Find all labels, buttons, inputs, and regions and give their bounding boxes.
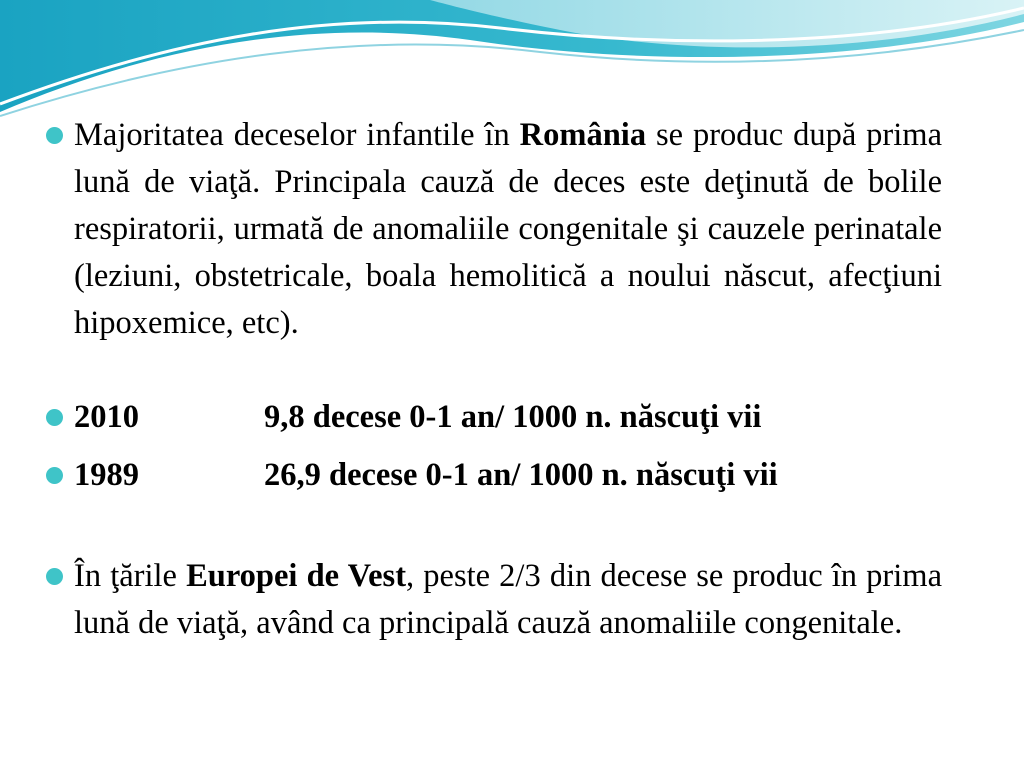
stat-year: 1989	[74, 457, 139, 493]
slide-body	[44, 112, 942, 647]
stat-value: 9,8 decese 0-1 an/ 1000 n. născuţi vii	[264, 399, 762, 435]
bullet-stat-1989	[44, 452, 942, 499]
bold-term-romania: România	[519, 117, 647, 153]
bullet-dot-icon	[46, 568, 63, 585]
bullet-infant-mortality-romania	[44, 112, 942, 394]
stat-year: 2010	[74, 399, 139, 435]
bullet-text: În ţările	[74, 558, 187, 594]
stat-value: 26,9 decese 0-1 an/ 1000 n. născuţi vii	[264, 457, 778, 493]
bullet-text: , peste 2/3 din decese se produc în prima lună de viaţă, având ca principală cauză anomaliile congenitale.	[74, 558, 942, 641]
bullet-dot-icon	[46, 409, 63, 426]
bullet-western-europe	[44, 553, 942, 647]
bullet-dot-icon	[46, 467, 63, 484]
spacer	[44, 499, 942, 553]
bullet-stat-2010	[44, 394, 942, 441]
bullet-dot-icon	[46, 127, 63, 144]
bullet-text: se produc după prima lună de viaţă. Principala cauză de deces este deţinută de bolile respiratorii, urmată de anomaliile congenitale şi cauzele perinatale (leziuni, obstetricale, boala hemolitică a noului născut, afecţiuni hipoxemice, etc).	[74, 117, 942, 341]
bold-term-western-europe: Europei de Vest	[186, 558, 407, 594]
bullet-text: Majoritatea deceselor infantile în	[74, 117, 520, 153]
